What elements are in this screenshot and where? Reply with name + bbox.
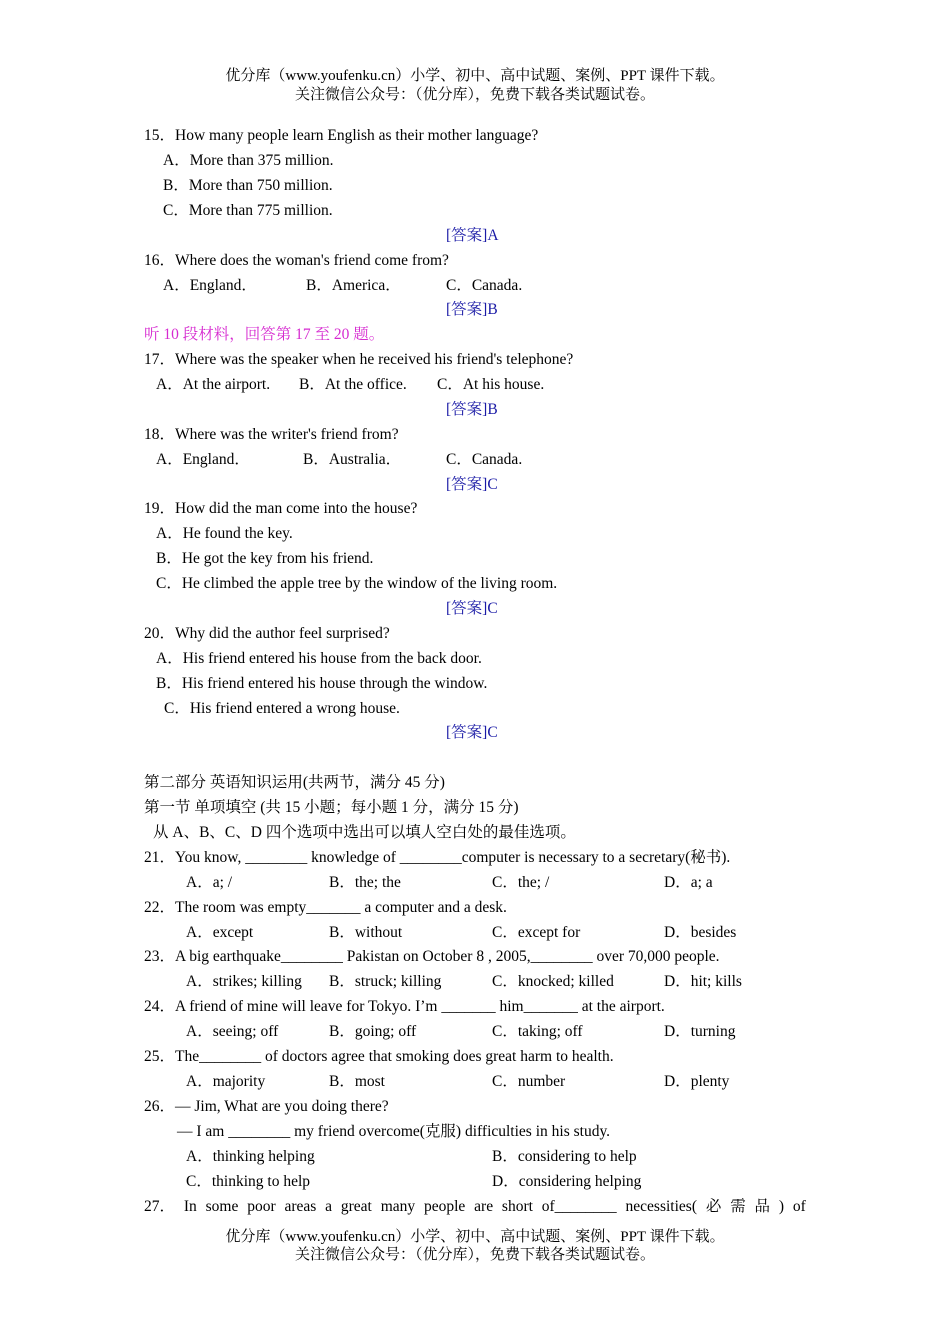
q25-option-a: A．majority — [186, 1073, 266, 1090]
q19-answer: [答案]C — [446, 600, 498, 617]
q27-word: are — [474, 1198, 494, 1215]
q18-option-c: C．Canada. — [446, 451, 523, 468]
q27-word: some — [205, 1198, 239, 1215]
q27-word: areas — [284, 1198, 317, 1215]
q27-word: of________ — [541, 1198, 617, 1215]
q27-word: 27． — [144, 1198, 176, 1215]
q22-option-b: B．without — [329, 924, 403, 941]
q27-word: poor — [247, 1198, 276, 1215]
q16-option-c: C．Canada. — [446, 277, 523, 294]
q15-answer: [答案]A — [446, 227, 499, 244]
q20-answer: [答案]C — [446, 724, 498, 741]
q21-option-c: C．the; / — [492, 874, 550, 891]
q27-word: short — [501, 1198, 533, 1215]
q27-word: people — [423, 1198, 466, 1215]
q19-option-b: B．He got the key from his friend. — [156, 550, 374, 567]
q18-option-b: B．Australia． — [303, 451, 402, 468]
section-10-instruction: 听 10 段材料，回答第 17 至 20 题。 — [144, 326, 385, 343]
q24-option-a: A．seeing; off — [186, 1023, 279, 1040]
q23-option-b: B．struck; killing — [329, 973, 442, 990]
q26-option-b: B．considering to help — [492, 1148, 637, 1165]
q22-option-c: C．except for — [492, 924, 581, 941]
q20-option-a: A．His friend entered his house from the back door. — [156, 650, 482, 667]
q20-stem: 20．Why did the author feel surprised? — [144, 625, 390, 642]
q15-stem: 15．How many people learn English as their mother language? — [144, 127, 539, 144]
part2-title: 第二部分 英语知识运用(共两节，满分 45 分) — [144, 774, 445, 791]
q27-word: of — [792, 1198, 806, 1215]
q27-stem — [144, 1196, 806, 1218]
q27-word: a — [325, 1198, 333, 1215]
q15-option-c: C．More than 775 million. — [163, 202, 333, 219]
part2-instruction: 从 A、B、C、D 四个选项中选出可以填人空白处的最佳选项。 — [153, 824, 576, 841]
q27-word: 必 — [705, 1198, 722, 1215]
q24-option-b: B．going; off — [329, 1023, 417, 1040]
q15-option-a: A．More than 375 million. — [163, 152, 334, 169]
q16-answer: [答案]B — [446, 301, 498, 318]
q16-stem: 16．Where does the woman's friend come from? — [144, 252, 449, 269]
footer-line-1: 优分库（www.youfenku.cn）小学、初中、高中试题、案例、PPT 课件下载。 — [225, 1229, 725, 1245]
q17-option-b: B．At the office. — [299, 376, 407, 393]
q24-option-d: D．turning — [664, 1023, 736, 1040]
q17-option-c: C．At his house. — [437, 376, 545, 393]
q15-option-b: B．More than 750 million. — [163, 177, 333, 194]
q23-option-a: A．strikes; killing — [186, 973, 302, 990]
q19-option-c: C．He climbed the apple tree by the window of the living room. — [156, 575, 558, 592]
q20-option-b: B．His friend entered his house through the window. — [156, 675, 488, 692]
q21-stem: 21．You know, ________ knowledge of ________computer is necessary to a secretary(秘书). — [144, 849, 731, 866]
q22-stem: 22．The room was empty_______ a computer and a desk. — [144, 899, 507, 916]
q27-word: many — [380, 1198, 416, 1215]
header-line-2: 关注微信公众号：（优分库），免费下载各类试题试卷。 — [294, 87, 655, 103]
header-line-1: 优分库（www.youfenku.cn）小学、初中、高中试题、案例、PPT 课件下载。 — [225, 68, 725, 84]
q26-option-c: C．thinking to help — [186, 1173, 311, 1190]
q19-option-a: A．He found the key. — [156, 525, 293, 542]
q24-stem: 24．A friend of mine will leave for Tokyo. I’m _______ him_______ at the airport. — [144, 998, 665, 1015]
q17-answer: [答案]B — [446, 401, 498, 418]
q17-stem: 17．Where was the speaker when he received his friend's telephone? — [144, 351, 574, 368]
q17-option-a: A．At the airport. — [156, 376, 271, 393]
q22-option-a: A．except — [186, 924, 254, 941]
q26-option-d: D．considering helping — [492, 1173, 642, 1190]
q18-answer: [答案]C — [446, 476, 498, 493]
q27-word: In — [183, 1198, 197, 1215]
q21-option-d: D．a; a — [664, 874, 713, 891]
q21-option-a: A．a; / — [186, 874, 233, 891]
q26-reply: — I am ________ my friend overcome(克服) difficulties in his study. — [177, 1123, 611, 1140]
q25-option-b: B．most — [329, 1073, 385, 1090]
q26-option-a: A．thinking helping — [186, 1148, 315, 1165]
q23-option-d: D．hit; kills — [664, 973, 742, 990]
q25-option-c: C．number — [492, 1073, 566, 1090]
q25-option-d: D．plenty — [664, 1073, 730, 1090]
q21-option-b: B．the; the — [329, 874, 401, 891]
q23-option-c: C．knocked; killed — [492, 973, 614, 990]
q16-option-b: B．America． — [306, 277, 401, 294]
q27-word: ) — [778, 1198, 785, 1215]
q24-option-c: C．taking; off — [492, 1023, 583, 1040]
q23-stem: 23．A big earthquake________ Pakistan on October 8 , 2005,________ over 70,000 people. — [144, 948, 720, 965]
q27-word: necessities( — [625, 1198, 697, 1215]
footer-line-2: 关注微信公众号：（优分库），免费下载各类试题试卷。 — [294, 1247, 655, 1263]
q22-option-d: D．besides — [664, 924, 737, 941]
q25-stem: 25．The________ of doctors agree that smoking does great harm to health. — [144, 1048, 614, 1065]
q27-word: 需 — [730, 1198, 746, 1215]
q27-word: 品 — [754, 1198, 771, 1215]
q16-option-a: A．England． — [163, 277, 257, 294]
q20-option-c: C．His friend entered a wrong house. — [164, 700, 400, 717]
q18-option-a: A．England． — [156, 451, 250, 468]
q26-stem: 26．— Jim, What are you doing there? — [144, 1098, 389, 1115]
part2-section1-title: 第一节 单项填空 (共 15 小题；每小题 1 分，满分 15 分) — [144, 799, 519, 816]
q18-stem: 18．Where was the writer's friend from? — [144, 426, 399, 443]
q27-word: great — [340, 1198, 372, 1215]
q19-stem: 19．How did the man come into the house? — [144, 500, 418, 517]
